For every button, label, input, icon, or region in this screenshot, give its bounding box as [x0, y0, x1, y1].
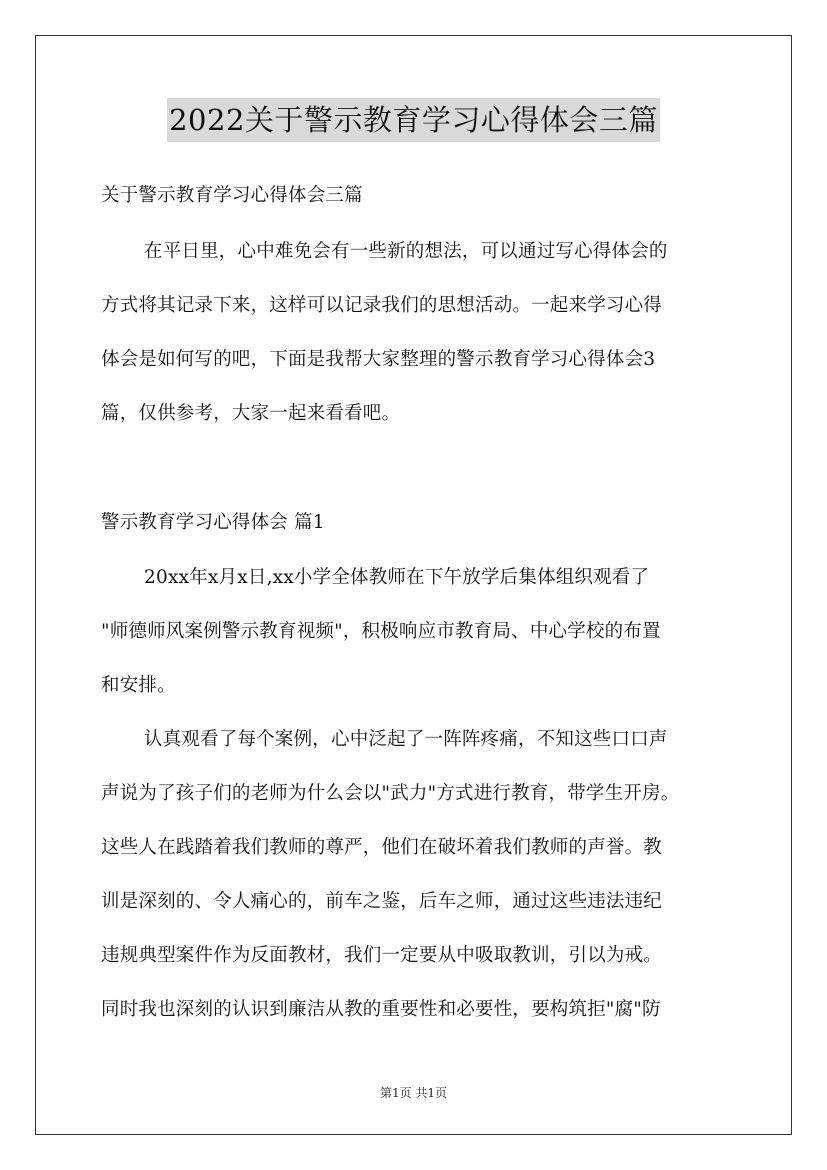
paragraph-line: 这些人在践踏着我们教师的尊严，他们在破坏着我们教师的声誉。教	[101, 837, 663, 858]
paragraph-line: 在平日里，心中难免会有一些新的想法，可以通过写心得体会的	[144, 241, 668, 262]
page-footer: 第1页 共1页	[379, 1086, 448, 1100]
paragraph-line: 方式将其记录下来，这样可以记录我们的思想活动。一起来学习心得	[101, 295, 663, 316]
paragraph-line: 体会是如何写的吧，下面是我帮大家整理的警示教育学习心得体会3	[101, 349, 656, 370]
section-heading: 警示教育学习心得体会 篇1	[101, 512, 325, 533]
paragraph-line: 声说为了孩子们的老师为什么会以"武力"方式进行教育，带学生开房。	[101, 783, 680, 804]
paragraph-line: 认真观看了每个案例，心中泛起了一阵阵疼痛，不知这些口口声	[144, 729, 668, 750]
title-container	[0, 98, 827, 142]
paragraph-line: "师德师风案例警示教育视频"，积极响应市教育局、中心学校的布置	[101, 621, 661, 642]
paragraph-line: 训是深刻的、令人痛心的，前车之鉴，后车之师，通过这些违法违纪	[101, 891, 663, 912]
paragraph-line: 违规典型案件作为反面教材，我们一定要从中吸取教训，引以为戒。	[101, 945, 663, 966]
subtitle-line: 关于警示教育学习心得体会三篇	[101, 185, 363, 206]
paragraph-line: 同时我也深刻的认识到廉洁从教的重要性和必要性，要构筑拒"腐"防	[101, 999, 661, 1020]
document-title: 2022关于警示教育学习心得体会三篇	[167, 98, 660, 142]
paragraph-line: 20xx年x月x日,xx小学全体教师在下午放学后集体组织观看了	[144, 567, 650, 588]
paragraph-line: 篇，仅供参考，大家一起来看看吧。	[101, 403, 401, 424]
paragraph-line: 和安排。	[101, 675, 176, 696]
